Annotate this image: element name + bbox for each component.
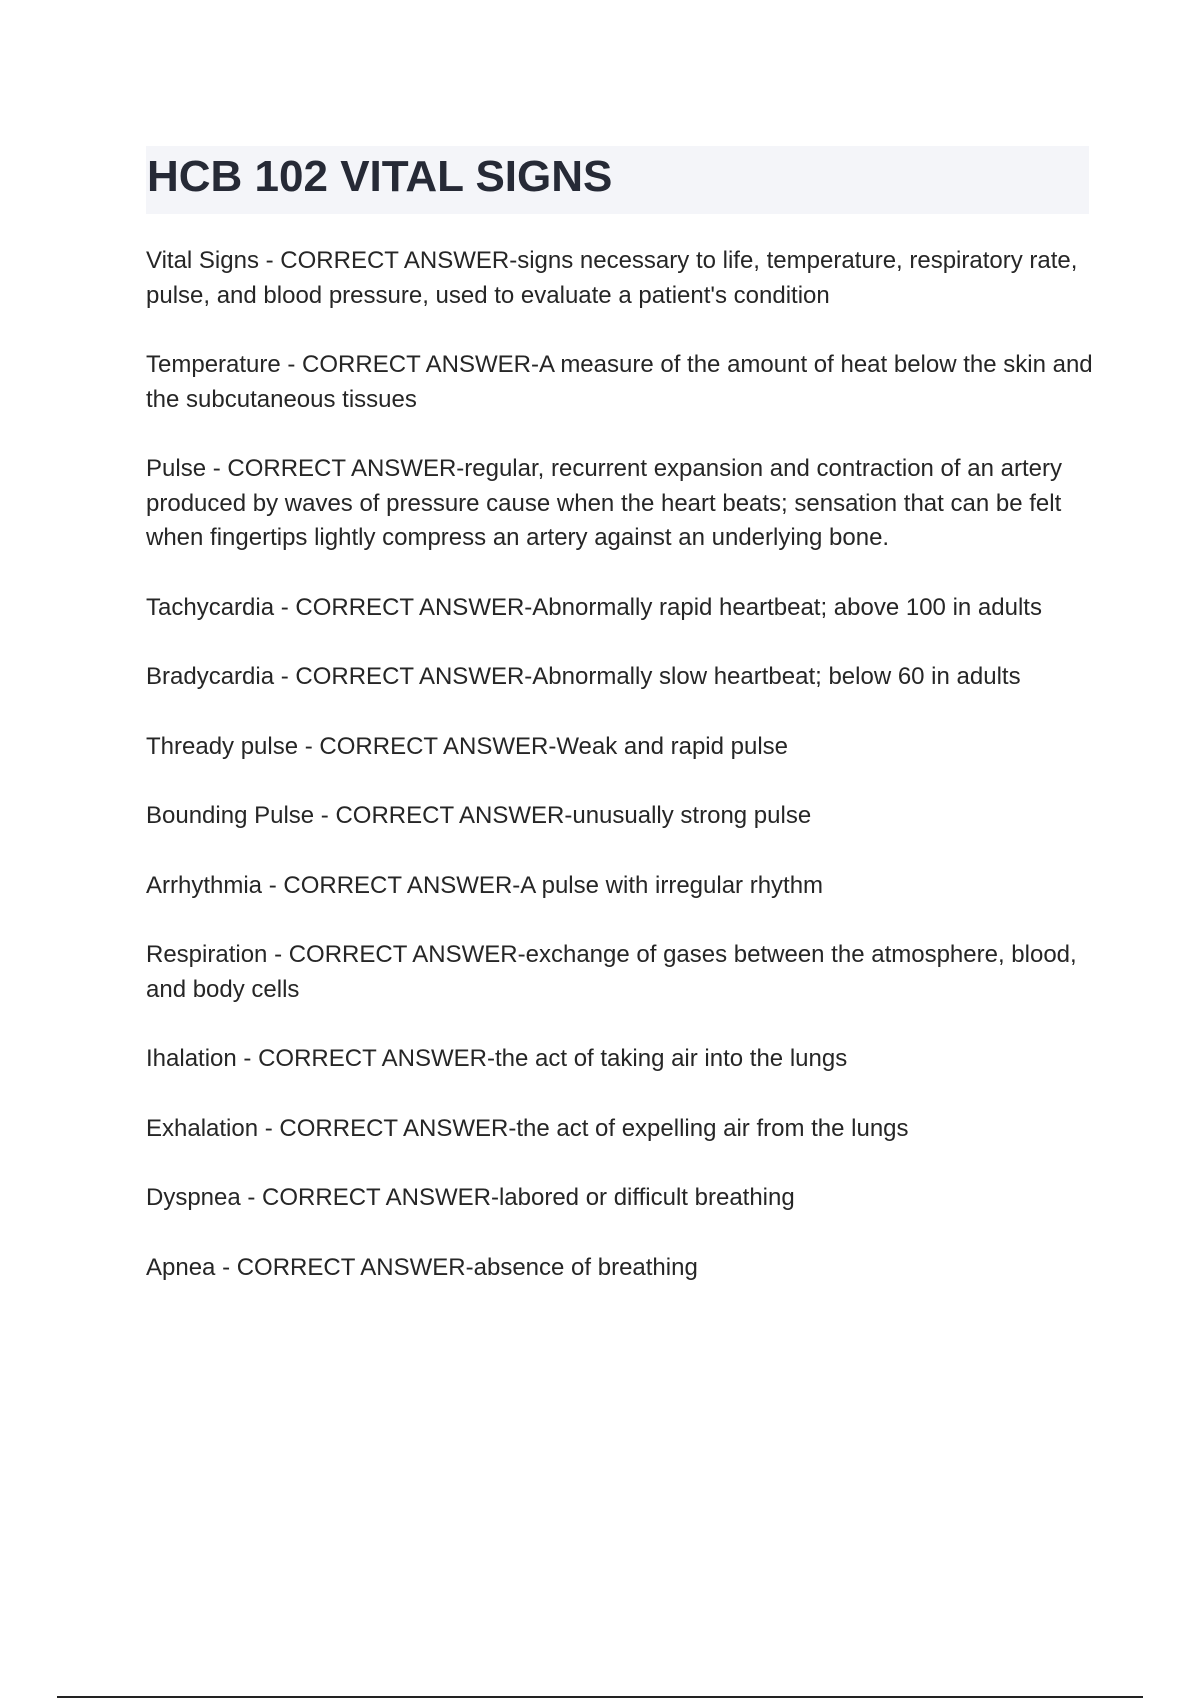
entry-pulse: Pulse - CORRECT ANSWER-regular, recurrent expansion and contraction of an artery produced by waves of pressure cause when the heart beats; sensation that can be felt when fingertips lightly compress an artery against an underlying bone. [146, 455, 1062, 551]
entry-respiration: Respiration - CORRECT ANSWER-exchange of gases between the atmosphere, blood, and body cells [146, 941, 1077, 1003]
entry-exhalation: Exhalation - CORRECT ANSWER-the act of expelling air from the lungs [146, 1114, 909, 1142]
entry-tachycardia: Tachycardia - CORRECT ANSWER-Abnormally rapid heartbeat; above 100 in adults [146, 593, 1042, 621]
entry-ihalation: Ihalation - CORRECT ANSWER-the act of taking air into the lungs [146, 1045, 848, 1072]
entry-arrhythmia: Arrhythmia - CORRECT ANSWER-A pulse with irregular rhythm [146, 871, 824, 899]
page-title: HCB 102 VITAL SIGNS [147, 152, 613, 201]
entry-vital-signs: Vital Signs - CORRECT ANSWER-signs necessary to life, temperature, respiratory rate, pulse, and blood pressure, used to evaluate a patient's condition [146, 247, 1078, 309]
entry-apnea: Apnea - CORRECT ANSWER-absence of breathing [146, 1253, 698, 1281]
title-banner [146, 146, 1089, 214]
entry-bradycardia: Bradycardia - CORRECT ANSWER-Abnormally slow heartbeat; below 60 in adults [146, 663, 1021, 690]
entry-bounding-pulse: Bounding Pulse - CORRECT ANSWER-unusually strong pulse [146, 802, 812, 829]
entry-dyspnea: Dyspnea - CORRECT ANSWER-labored or difficult breathing [146, 1184, 795, 1211]
footer-divider [57, 1696, 1143, 1698]
entry-thready-pulse: Thready pulse - CORRECT ANSWER-Weak and rapid pulse [146, 732, 789, 760]
entries-list [146, 244, 1096, 1320]
entry-temperature: Temperature - CORRECT ANSWER-A measure of the amount of heat below the skin and the subcutaneous tissues [146, 351, 1093, 413]
